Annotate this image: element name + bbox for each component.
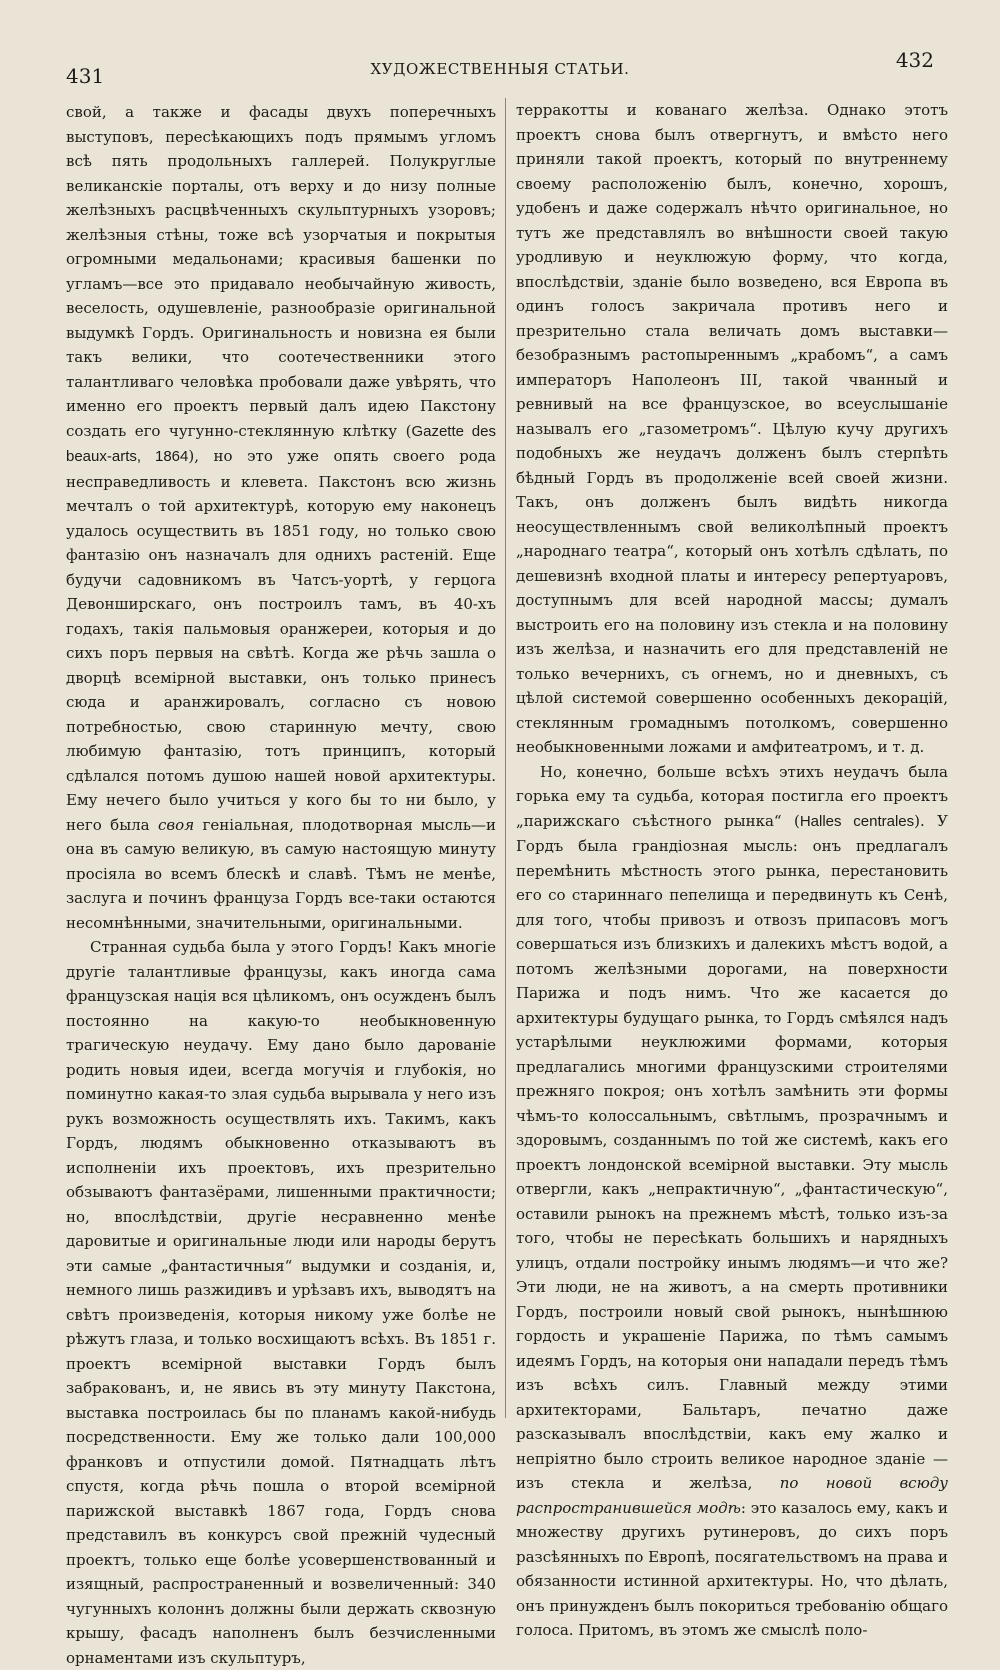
text-run: : это казалось ему, какъ и множеству другихъ рутинеровъ, до сихъ поръ разсѣянныхъ по Европѣ, посягательствомъ на права и обязанности истинной архитектуры. Но, что дѣлать, онъ принужденъ былъ покориться требованію общаго голоса. Притомъ, въ этомъ же смыслѣ поло- (516, 1498, 948, 1639)
text-run: ), но это уже опять своего рода несправедливость и клевета. Пакстонъ всю жизнь мечталъ о той архитектурѣ, которую ему наконецъ удалось осуществить въ 1851 году, но только свою фантазію онъ назначалъ для однихъ растеній. Еще будучи садовникомъ въ Чатсъ-уортѣ, у герцога Девонширскаго, онъ построилъ тамъ, въ 40-хъ годахъ, такія пальмовыя оранжереи, которыя и до сихъ поръ первыя на свѣтѣ. Когда же рѣчь зашла о дворцѣ всемірной выставки, онъ только принесъ сюда и аранжировалъ, согласно съ новою потребностью, свою старинную мечту, свою любимую фантазію, тотъ принципъ, который сдѣлался потомъ душою нашей новой архитектуры. Ему нечего было учиться у кого бы то ни было, у него была (66, 447, 497, 834)
text-run: ). У Гордъ была грандіозная мысль: онъ предлагалъ перемѣнить мѣстность этого рынка, перестановить его со стариннаго пепелища и передвинуть къ Сенѣ, для того, чтобы привозъ и отвозъ припасовъ могъ совершаться изъ близкихъ и далекихъ мѣстъ водой, а потомъ желѣзными дорогами, на поверхности Парижа и подъ нимъ. Что же касается до архитектуры будущаго рынка, то Гордъ смѣялся надъ устарѣлыми неуклюжими формами, которыя предлагались многими французскими строителями прежняго покроя; онъ хотѣлъ замѣнить эти формы чѣмъ-то колоссальнымъ, свѣтлымъ, прозрачнымъ и здоровымъ, созданнымъ по той же системѣ, какъ его проектъ лондонской всемірной выставки. Эту мысль отвергли, какъ „непрактичную“, „фантастическую“, оставили рынокъ на прежнемъ мѣстѣ, только изъ-за того, чтобы не пересѣкать большихъ и нарядныхъ улицъ, отдали постройку инымъ людямъ—и что же? Эти люди, не на животъ, а на смерть противники Гордъ, построили новый свой рынокъ, нынѣшнюю гордость и украшеніе Парижа, по тѣмъ самымъ идеямъ Гордъ, на которыя они нападали передъ тѣмъ изъ всѣхъ силъ. Главный между этими архитекторами, Бальтаръ, печатно даже разсказывалъ впослѣдствіи, какъ ему жалко и непріятно было строить великое народное зданіе — изъ стекла и желѣза, (516, 811, 948, 1492)
right-column (516, 98, 948, 1643)
page-number-right: 432 (895, 48, 934, 72)
column-divider (505, 98, 506, 1418)
left-column (66, 100, 496, 1670)
page-number-left: 431 (66, 64, 105, 88)
running-title: ХУДОЖЕСТВЕННЫЯ СТАТЬИ. (370, 60, 630, 78)
paragraph (516, 760, 948, 1643)
text-run: Но, конечно, больше всѣхъ этихъ неудачъ была горька ему та судьба, которая постигла его проектъ „парижскаго съѣстного рынка“ ( (516, 762, 948, 830)
paragraph (66, 100, 496, 935)
italic-emphasis: своя (158, 815, 195, 834)
page-header (58, 48, 942, 88)
latin-citation: Gazette des beaux-arts, 1864 (66, 422, 496, 465)
latin-citation: Halles centrales (799, 812, 915, 830)
paragraph: терракотты и кованаго желѣза. Однако этотъ проектъ снова былъ отвергнутъ, и вмѣсто него приняли такой проектъ, который по внутреннему своему расположенію былъ, конечно, хорошъ, удобенъ и даже содержалъ нѣчто оригинальное, но тутъ же представлялъ во внѣшности своей такую уродливую и неуклюжую форму, что когда, впослѣдствіи, зданіе было возведено, вся Европа въ одинъ голосъ закричала противъ него и презрительно стала величать домъ выставки—безобразнымъ растопыреннымъ „крабомъ“, а самъ императоръ Наполеонъ III, такой чванный и ревнивый на все французское, во всеуслышаніе называлъ его „газометромъ“. Цѣлую кучу другихъ подобныхъ же неудачъ долженъ былъ стерпѣть бѣдный Гордъ въ продолженіе всей своей жизни. Такъ, онъ долженъ былъ видѣть никогда неосуществленнымъ свой великолѣпный проектъ „народнаго театра“, который онъ хотѣлъ сдѣлать, по дешевизнѣ входной платы и интересу репертуаровъ, доступнымъ для всей народной массы; думалъ выстроить его на половину изъ стекла и на половину изъ желѣза, и назначить его для представленій не только вечернихъ, съ огнемъ, но и дневныхъ, съ цѣлой системой совершенно особенныхъ декорацій, стеклянным громаднымъ потолкомъ, совершенно необыкновенными ложами и амфитеатромъ, и т. д. (516, 101, 948, 756)
paragraph: Странная судьба была у этого Гордъ! Какъ многіе другіе талантливые французы, какъ иногда сама французская нація вся цѣликомъ, онъ осужденъ былъ постоянно на какую-то необыкновенную трагическую неудачу. Ему дано было дарованіе родить новыя идеи, всегда могучія и глубокія, но поминутно какая-то злая судьба вырывала у него изъ рукъ возможность осуществлять ихъ. Такимъ, какъ Гордъ, людямъ обыкновенно отказываютъ въ исполненіи ихъ проектовъ, ихъ презрительно обзываютъ фантазёрами, лишенными практичности; но, впослѣдствіи, другіе несравненно менѣе даровитые и оригинальные люди или народы берутъ эти самые „фантастичныя“ выдумки и созданія, и, немного лишь разжидивъ и урѣзавъ ихъ, выводятъ на свѣтъ произведенія, которыя никому уже болѣе не рѣжутъ глаза, и только восхищаютъ всѣхъ. Въ 1851 г. проектъ всемірной выставки Гордъ былъ забракованъ, и, не явись въ эту минуту Пакстона, выставка построилась бы по планамъ какой-нибудь посредственности. Ему же только дали 100,000 франковъ и отпустили домой. Пятнадцать лѣтъ спустя, когда рѣчь пошла о второй всемірной парижской выставкѣ 1867 года, Гордъ снова представилъ въ конкурсъ свой прежній чудесный проектъ, только еще болѣе усовершенствованный и изящный, распространенный и возвеличенный: 340 чугунныхъ колоннъ должны были держать сквозную крышу, фасадъ наполненъ былъ безчисленными орнаментами изъ скульптуръ, (66, 938, 496, 1667)
text-run: геніальная, плодотворная мысль—и она въ самую великую, въ самую настоящую минуту просіяла во всемъ блескѣ и славѣ. Тѣмъ не менѣе, заслуга и починъ француза Гордъ все-таки остаются несомнѣнными, значительными, оригинальными. (66, 815, 496, 932)
italic-emphasis: по новой всюду распространившейся модѣ (516, 1474, 949, 1517)
text-run: свой, а также и фасады двухъ поперечныхъ выступовъ, пересѣкающихъ подъ прямымъ угломъ всѣ пять продольныхъ галлерей. Полукруглые великанскіе порталы, отъ верху и до низу полные желѣзныхъ расцвѣченныхъ скульптурныхъ узоровъ; желѣзныя стѣны, тоже всѣ узорчатыя и покрытыя огромными медальонами; красивыя башенки по угламъ—все это придавало необычайную живость, веселость, одушевленіе, разнообразіе оригинальной выдумкѣ Гордъ. Оригинальность и новизна ея были такъ велики, что соотечественники этого талантливаго человѣка пробовали даже увѣрять, что именно его проектъ первый далъ идею Пакстону создать его чугунно-стеклянную клѣтку ( (66, 103, 496, 440)
